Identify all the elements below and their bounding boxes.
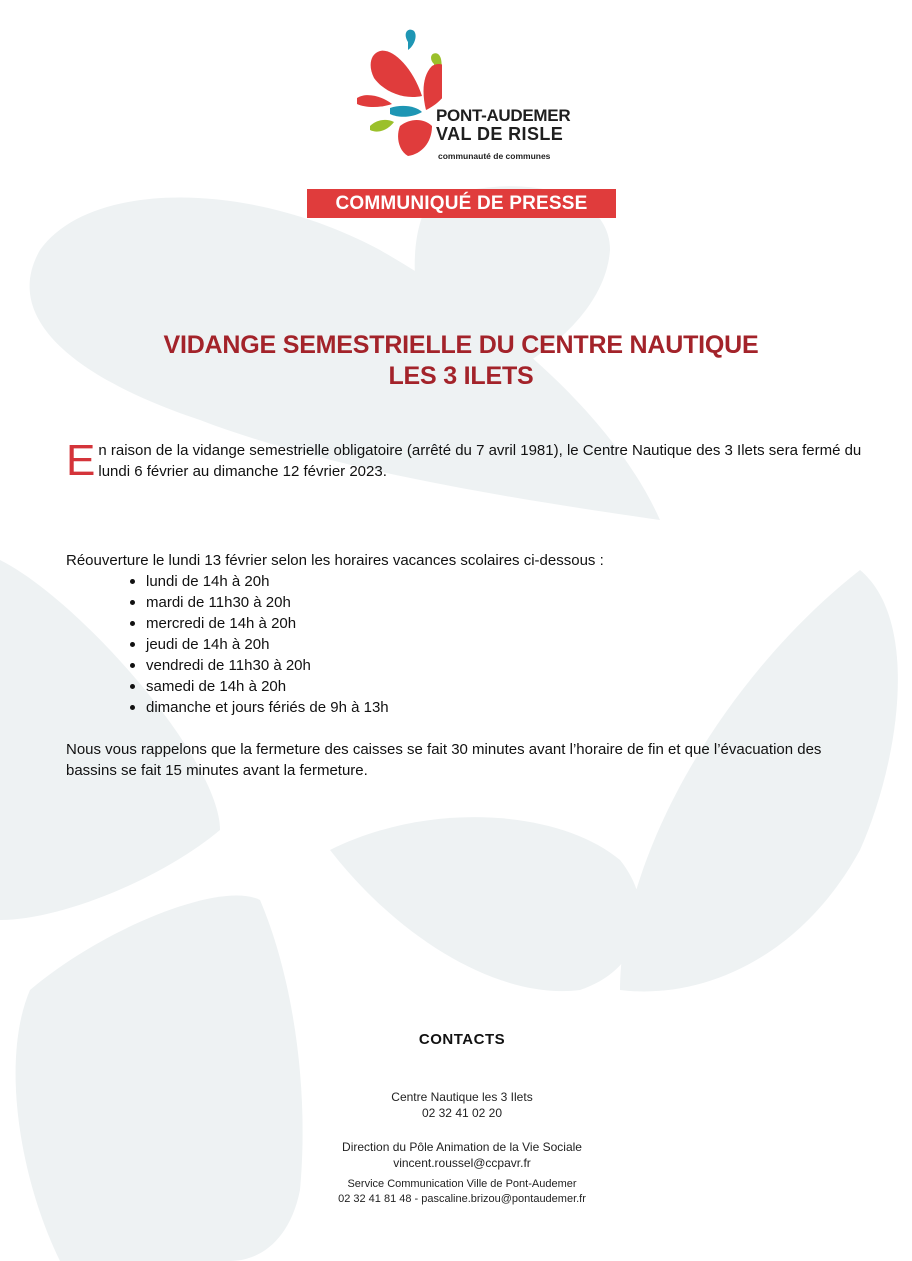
hours-list-item: vendredi de 11h30 à 20h xyxy=(146,655,389,676)
press-release-banner: COMMUNIQUÉ DE PRESSE xyxy=(307,189,616,218)
hours-list-item: jeudi de 14h à 20h xyxy=(146,634,389,655)
reopening-intro: Réouverture le lundi 13 février selon les horaires vacances scolaires ci-dessous : xyxy=(66,552,604,569)
page-title xyxy=(60,330,862,392)
logo xyxy=(352,26,582,166)
logo-name xyxy=(436,106,570,144)
contact-direction-name: Direction du Pôle Animation de la Vie Sociale xyxy=(342,1140,582,1154)
hours-list-item: dimanche et jours fériés de 9h à 13h xyxy=(146,699,389,716)
title-line2: LES 3 ILETS xyxy=(388,362,534,390)
hours-list-item: samedi de 14h à 20h xyxy=(146,676,389,697)
logo-name-line1: PONT-AUDEMER xyxy=(436,106,571,125)
opening-hours-list xyxy=(146,571,389,718)
logo-subtitle: communauté de communes xyxy=(438,151,551,161)
title-line1: VIDANGE SEMESTRIELLE DU CENTRE NAUTIQUE xyxy=(163,331,759,359)
hours-list-item: mardi de 11h30 à 20h xyxy=(146,592,389,613)
contacts-heading: CONTACTS xyxy=(418,1031,506,1048)
logo-flower-icon xyxy=(352,26,442,161)
contact-communication-name: Service Communication Ville de Pont-Audemer xyxy=(347,1178,577,1190)
reminder-paragraph: Nous vous rappelons que la fermeture des caisses se fait 30 minutes avant l’horaire de fin et que l’évacuation des bassins se fait 15 minutes avant la fermeture. xyxy=(66,741,822,779)
contact-direction-email[interactable]: vincent.roussel@ccpavr.fr xyxy=(393,1156,531,1170)
hours-list-item: lundi de 14h à 20h xyxy=(146,571,389,592)
hours-list-item: mercredi de 14h à 20h xyxy=(146,613,389,634)
logo-name-line2: VAL DE RISLE xyxy=(436,124,564,144)
dropcap-letter: E xyxy=(66,436,96,485)
contact-nautical-center-name: Centre Nautique les 3 Ilets xyxy=(391,1090,533,1104)
intro-paragraph xyxy=(66,436,866,485)
intro-text: n raison de la vidange semestrielle obligatoire (arrêté du 7 avril 1981), le Centre Nautique des 3 Ilets sera fermé du lundi 6 février au dimanche 12 février 2023. xyxy=(98,442,862,480)
contact-nautical-center-phone[interactable]: 02 32 41 02 20 xyxy=(421,1106,503,1120)
contact-communication-details[interactable]: 02 32 41 81 48 - pascaline.brizou@pontaudemer.fr xyxy=(338,1193,586,1205)
